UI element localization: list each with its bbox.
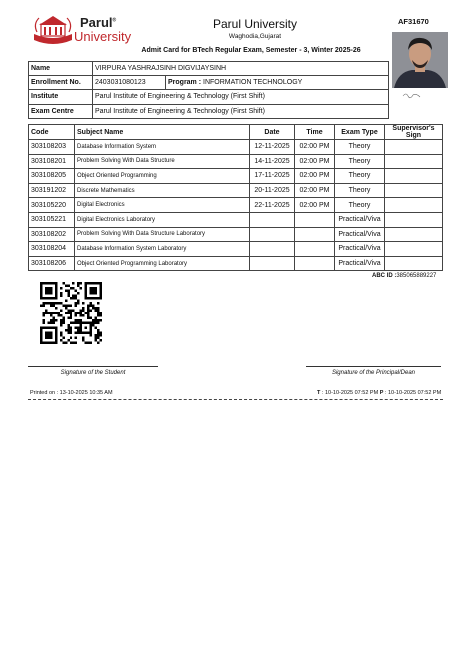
qr-code-icon bbox=[40, 282, 102, 344]
subject-name: Database Information System bbox=[75, 140, 250, 155]
table-row bbox=[29, 242, 443, 257]
exam-date bbox=[250, 256, 295, 271]
subject-code: 303108203 bbox=[29, 140, 75, 155]
info-row-institute bbox=[29, 90, 389, 104]
exam-time: 02:00 PM bbox=[295, 183, 335, 198]
principal-signature-label: Signature of the Principal/Dean bbox=[331, 370, 416, 376]
info-row-centre bbox=[29, 104, 389, 118]
subject-code: 303108201 bbox=[29, 154, 75, 169]
subject-name: Discrete Mathematics bbox=[75, 183, 250, 198]
col-type-header: Exam Type bbox=[335, 125, 385, 140]
supervisor-sign-cell bbox=[385, 169, 443, 184]
exam-type: Theory bbox=[335, 169, 385, 184]
exam-time: 02:00 PM bbox=[295, 154, 335, 169]
exam-schedule-table bbox=[28, 124, 443, 271]
supervisor-sign-cell bbox=[385, 183, 443, 198]
exam-time: 02:00 PM bbox=[295, 198, 335, 213]
student-name: VIRPURA YASHRAJSINH DIGVIJAYSINH bbox=[93, 62, 389, 76]
logo-word-parul: Parul® bbox=[80, 15, 117, 30]
student-signature-line bbox=[28, 366, 158, 367]
exam-time bbox=[295, 227, 335, 242]
info-row-name bbox=[29, 62, 389, 76]
exam-date bbox=[250, 227, 295, 242]
col-sign-header: Supervisor's Sign bbox=[385, 125, 443, 140]
subject-name: Database Information System Laboratory bbox=[75, 242, 250, 257]
exam-type: Practical/Viva bbox=[335, 256, 385, 271]
university-location: Waghodia,Gujarat bbox=[228, 33, 282, 40]
subject-code: 303108206 bbox=[29, 256, 75, 271]
table-row bbox=[29, 140, 443, 155]
university-name: Parul University bbox=[212, 17, 298, 31]
exam-time bbox=[295, 242, 335, 257]
timestamp-info bbox=[317, 390, 441, 396]
subject-name: Object Oriented Programming Laboratory bbox=[75, 256, 250, 271]
program-cell bbox=[166, 76, 389, 90]
supervisor-sign-cell bbox=[385, 212, 443, 227]
supervisor-sign-cell bbox=[385, 140, 443, 155]
exam-type: Theory bbox=[335, 198, 385, 213]
supervisor-sign-cell bbox=[385, 256, 443, 271]
schedule-header-row bbox=[29, 125, 443, 140]
supervisor-sign-cell bbox=[385, 227, 443, 242]
table-row bbox=[29, 154, 443, 169]
name-label: Name bbox=[29, 62, 93, 76]
exam-type: Practical/Viva bbox=[335, 227, 385, 242]
exam-time: 02:00 PM bbox=[295, 140, 335, 155]
subject-name: Problem Solving With Data Structure bbox=[75, 154, 250, 169]
exam-date: 17-11-2025 bbox=[250, 169, 295, 184]
t-value: : 10-10-2025 07:52 PM bbox=[321, 390, 379, 396]
subject-code: 303108205 bbox=[29, 169, 75, 184]
table-row bbox=[29, 169, 443, 184]
abc-id bbox=[372, 273, 436, 279]
enrollment-label: Enrollment No. bbox=[29, 76, 93, 90]
abc-id-label: ABC ID : bbox=[372, 273, 397, 279]
exam-centre-label: Exam Centre bbox=[29, 104, 93, 118]
student-info-table bbox=[28, 61, 389, 119]
supervisor-sign-cell bbox=[385, 154, 443, 169]
t-label: T bbox=[317, 390, 321, 396]
table-row bbox=[29, 256, 443, 271]
principal-signature-line bbox=[306, 366, 441, 367]
exam-date bbox=[250, 242, 295, 257]
exam-date bbox=[250, 212, 295, 227]
col-code-header: Code bbox=[29, 125, 75, 140]
subject-code: 303105221 bbox=[29, 212, 75, 227]
exam-date: 22-11-2025 bbox=[250, 198, 295, 213]
university-emblem-icon bbox=[31, 14, 75, 46]
exam-centre-value: Parul Institute of Engineering & Technology (First Shift) bbox=[93, 104, 389, 118]
cut-line-divider bbox=[28, 399, 443, 400]
p-value: : 10-10-2025 07:52 PM bbox=[384, 390, 442, 396]
table-row bbox=[29, 212, 443, 227]
subject-name: Digital Electronics Laboratory bbox=[75, 212, 250, 227]
exam-type: Practical/Viva bbox=[335, 212, 385, 227]
student-photo bbox=[392, 32, 448, 88]
printed-on: Printed on : 13-10-2025 10:35 AM bbox=[30, 390, 113, 396]
admit-card-title: Admit Card for BTech Regular Exam, Semester - 3, Winter 2025-26 bbox=[141, 47, 361, 54]
student-photo-icon bbox=[392, 32, 448, 88]
exam-time bbox=[295, 256, 335, 271]
col-time-header: Time bbox=[295, 125, 335, 140]
subject-code: 303105220 bbox=[29, 198, 75, 213]
table-row bbox=[29, 183, 443, 198]
col-subject-header: Subject Name bbox=[75, 125, 250, 140]
exam-date: 20-11-2025 bbox=[250, 183, 295, 198]
exam-date: 14-11-2025 bbox=[250, 154, 295, 169]
subject-code: 303108202 bbox=[29, 227, 75, 242]
subject-code: 303108204 bbox=[29, 242, 75, 257]
photo-signature-icon bbox=[402, 90, 422, 100]
institute-label: Institute bbox=[29, 90, 93, 104]
exam-time bbox=[295, 212, 335, 227]
abc-id-value: 385065889227 bbox=[396, 273, 437, 279]
p-label: P bbox=[379, 390, 384, 396]
student-signature-label: Signature of the Student bbox=[60, 370, 126, 376]
table-row bbox=[29, 198, 443, 213]
subject-name: Object Oriented Programming bbox=[75, 169, 250, 184]
col-date-header: Date bbox=[250, 125, 295, 140]
program-value: INFORMATION TECHNOLOGY bbox=[203, 79, 303, 87]
info-row-enrollment bbox=[29, 76, 389, 90]
table-row bbox=[29, 227, 443, 242]
supervisor-sign-cell bbox=[385, 242, 443, 257]
exam-type: Theory bbox=[335, 154, 385, 169]
university-logo bbox=[31, 14, 132, 46]
exam-date: 12-11-2025 bbox=[250, 140, 295, 155]
subject-name: Digital Electronics bbox=[75, 198, 250, 213]
card-id: AF31670 bbox=[398, 17, 429, 26]
logo-word-university: University bbox=[74, 29, 132, 44]
institute-value: Parul Institute of Engineering & Technology (First Shift) bbox=[93, 90, 389, 104]
enrollment-number: 2403031080123 bbox=[93, 76, 166, 90]
exam-type: Theory bbox=[335, 183, 385, 198]
program-label: Program : bbox=[168, 79, 202, 87]
exam-type: Practical/Viva bbox=[335, 242, 385, 257]
subject-name: Problem Solving With Data Structure Laboratory bbox=[75, 227, 250, 242]
exam-type: Theory bbox=[335, 140, 385, 155]
subject-code: 303191202 bbox=[29, 183, 75, 198]
supervisor-sign-cell bbox=[385, 198, 443, 213]
exam-time: 02:00 PM bbox=[295, 169, 335, 184]
